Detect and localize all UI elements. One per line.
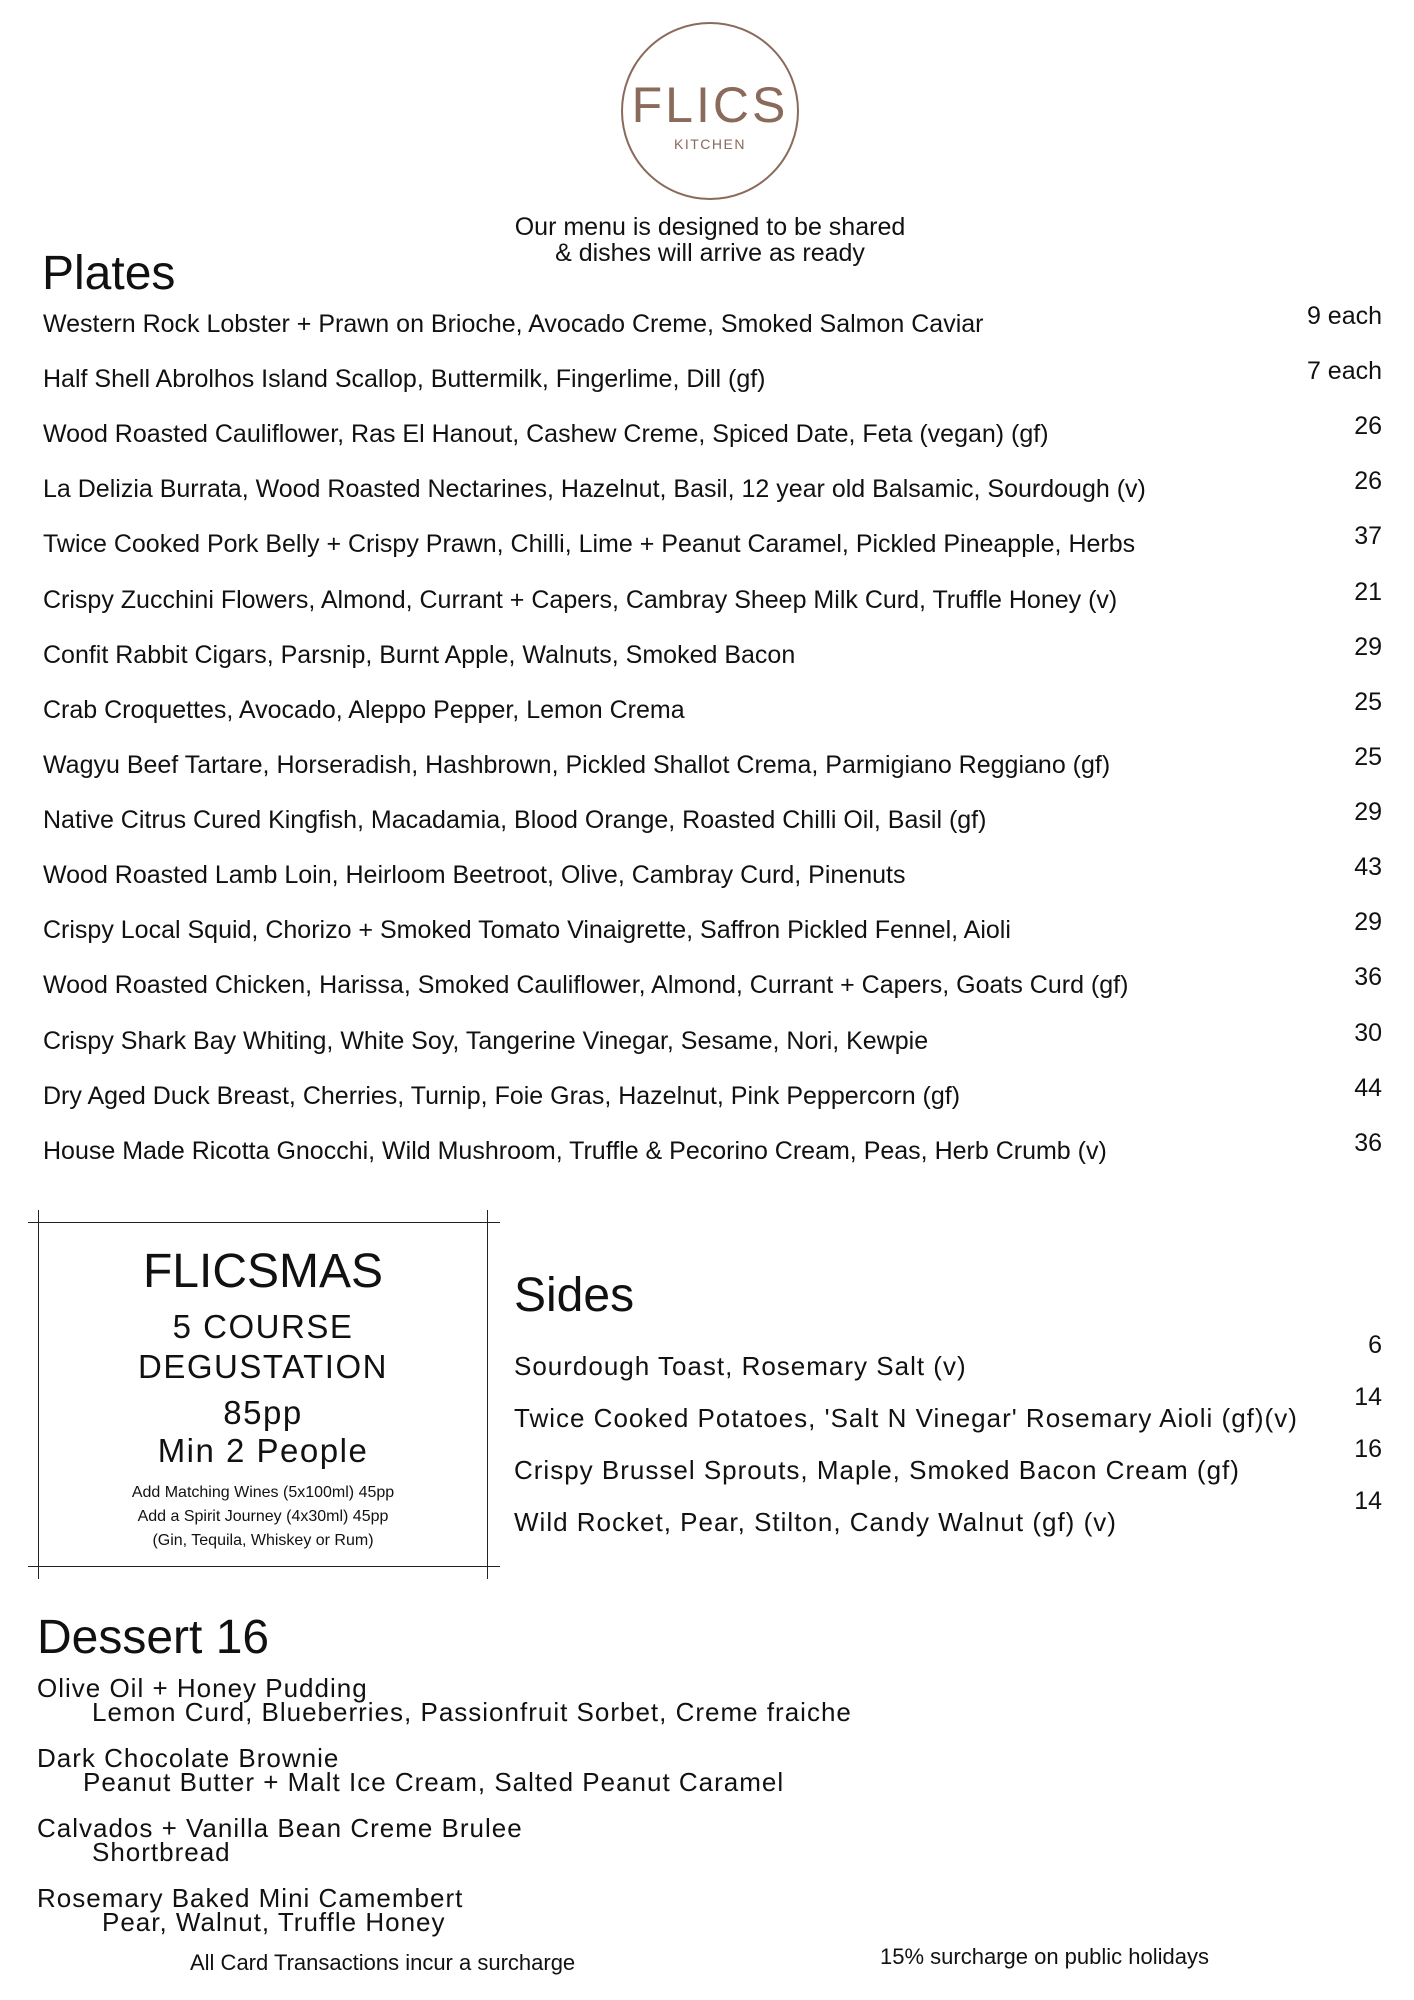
plate-dish: Wood Roasted Cauliflower, Ras El Hanout, Cashew Creme, Spiced Date, Feta (vegan) (gf): [43, 420, 1049, 448]
flicsmas-wines: Add Matching Wines (5x100ml) 45pp: [131, 1484, 395, 1501]
plate-dish: Dry Aged Duck Breast, Cherries, Turnip, Foie Gras, Hazelnut, Pink Peppercorn (gf): [43, 1082, 961, 1110]
side-dish: Wild Rocket, Pear, Stilton, Candy Walnut (gf) (v): [514, 1507, 1117, 1537]
dessert-name: Olive Oil + Honey Pudding: [37, 1673, 368, 1703]
flicsmas-degustation: DEGUSTATION: [138, 1348, 388, 1385]
dessert-item: [37, 1743, 937, 1797]
side-dish: Sourdough Toast, Rosemary Salt (v): [514, 1351, 967, 1381]
plate-dish: Half Shell Abrolhos Island Scallop, Buttermilk, Fingerlime, Dill (gf): [43, 365, 766, 393]
plate-dish: Wood Roasted Lamb Loin, Heirloom Beetroot, Olive, Cambray Curd, Pinenuts: [43, 861, 906, 889]
box-border-bottom: [28, 1566, 500, 1567]
dessert-desc: Lemon Curd, Blueberries, Passionfruit Sorbet, Creme fraiche: [92, 1697, 852, 1727]
plate-dish: Wood Roasted Chicken, Harissa, Smoked Cauliflower, Almond, Currant + Capers, Goats Curd (gf): [43, 971, 1129, 999]
plate-price: 25: [1354, 743, 1382, 771]
plate-item: [0, 633, 1414, 673]
plate-item: [0, 1074, 1414, 1114]
plate-price: 44: [1354, 1074, 1382, 1102]
side-item: [0, 1331, 1414, 1383]
box-border-top: [28, 1222, 500, 1223]
plate-item: [0, 798, 1414, 838]
plate-item: [0, 522, 1414, 562]
dessert-item: [37, 1883, 937, 1937]
plate-price: 36: [1354, 963, 1382, 991]
dessert-item: [37, 1673, 937, 1727]
plate-dish: Western Rock Lobster + Prawn on Brioche, Avocado Creme, Smoked Salmon Caviar: [43, 310, 984, 338]
intro-line-1: Our menu is designed to be shared: [514, 213, 906, 241]
plate-dish: Confit Rabbit Cigars, Parsnip, Burnt Apple, Walnuts, Smoked Bacon: [43, 641, 796, 669]
plate-dish: Native Citrus Cured Kingfish, Macadamia, Blood Orange, Roasted Chilli Oil, Basil (gf): [43, 806, 987, 834]
plate-dish: Crispy Local Squid, Chorizo + Smoked Tomato Vinaigrette, Saffron Pickled Fennel, Aioli: [43, 916, 1011, 944]
flicsmas-spirit: Add a Spirit Journey (4x30ml) 45pp: [137, 1508, 389, 1525]
plate-price: 43: [1354, 853, 1382, 881]
plate-price: 37: [1354, 522, 1382, 550]
side-price: 16: [1354, 1435, 1382, 1463]
side-price: 14: [1354, 1383, 1382, 1411]
flicsmas-course: 5 COURSE: [172, 1308, 354, 1345]
dessert-desc: Shortbread: [92, 1837, 231, 1867]
dessert-desc: Peanut Butter + Malt Ice Cream, Salted Peanut Caramel: [83, 1767, 785, 1797]
plate-price: 7 each: [1306, 357, 1382, 385]
flicsmas-min-people: Min 2 People: [157, 1432, 369, 1469]
plate-dish: House Made Ricotta Gnocchi, Wild Mushroom, Truffle & Pecorino Cream, Peas, Herb Crumb (v): [43, 1137, 1107, 1165]
flicsmas-title: FLICSMAS: [142, 1245, 384, 1298]
plate-item: [0, 1129, 1414, 1169]
plate-item: [0, 467, 1414, 507]
plate-dish: La Delizia Burrata, Wood Roasted Nectarines, Hazelnut, Basil, 12 year old Balsamic, Sourdough (v): [43, 475, 1146, 503]
plate-price: 21: [1354, 578, 1382, 606]
flicsmas-spirit-types: (Gin, Tequila, Whiskey or Rum): [152, 1532, 374, 1549]
sides-heading: Sides: [514, 1269, 635, 1322]
plate-item: [0, 357, 1414, 397]
plate-price: 25: [1354, 688, 1382, 716]
plate-price: 26: [1354, 467, 1382, 495]
dessert-name: Calvados + Vanilla Bean Creme Brulee: [37, 1813, 523, 1843]
dessert-item: [37, 1813, 937, 1867]
side-dish: Crispy Brussel Sprouts, Maple, Smoked Bacon Cream (gf): [514, 1455, 1240, 1485]
plate-price: 9 each: [1306, 302, 1382, 330]
plate-dish: Crispy Zucchini Flowers, Almond, Currant + Capers, Cambray Sheep Milk Curd, Truffle Honey (v): [43, 586, 1118, 614]
dessert-name: Dark Chocolate Brownie: [37, 1743, 340, 1773]
plate-item: [0, 963, 1414, 1003]
plate-price: 29: [1354, 633, 1382, 661]
plate-price: 26: [1354, 412, 1382, 440]
plate-item: [0, 578, 1414, 618]
side-item: [0, 1383, 1414, 1435]
side-price: 14: [1354, 1487, 1382, 1515]
plate-price: 29: [1354, 798, 1382, 826]
dessert-name: Rosemary Baked Mini Camembert: [37, 1883, 464, 1913]
plate-item: [0, 853, 1414, 893]
plate-item: [0, 1019, 1414, 1059]
card-surcharge-note: All Card Transactions incur a surcharge: [190, 1950, 576, 1975]
flicsmas-price: 85pp: [223, 1394, 303, 1431]
plate-item: [0, 743, 1414, 783]
logo-subtitle: KITCHEN: [674, 136, 746, 152]
plate-dish: Crispy Shark Bay Whiting, White Soy, Tangerine Vinegar, Sesame, Nori, Kewpie: [43, 1027, 929, 1055]
plate-price: 30: [1354, 1019, 1382, 1047]
intro-line-2: & dishes will arrive as ready: [555, 239, 865, 267]
dessert-heading: Dessert 16: [37, 1611, 270, 1664]
plate-dish: Crab Croquettes, Avocado, Aleppo Pepper, Lemon Crema: [43, 696, 685, 724]
plate-price: 36: [1354, 1129, 1382, 1157]
plate-item: [0, 412, 1414, 452]
side-price: 6: [1368, 1331, 1382, 1359]
side-dish: Twice Cooked Potatoes, 'Salt N Vinegar' Rosemary Aioli (gf)(v): [514, 1403, 1298, 1433]
side-item: [0, 1435, 1414, 1487]
plate-item: [0, 688, 1414, 728]
plate-item: [0, 908, 1414, 948]
dessert-desc: Pear, Walnut, Truffle Honey: [102, 1907, 446, 1937]
plate-dish: Wagyu Beef Tartare, Horseradish, Hashbrown, Pickled Shallot Crema, Parmigiano Reggiano (gf): [43, 751, 1111, 779]
menu-intro: [440, 214, 980, 266]
plate-price: 29: [1354, 908, 1382, 936]
logo-name: FLICS: [631, 77, 789, 133]
plate-item: [0, 302, 1414, 342]
plate-dish: Twice Cooked Pork Belly + Crispy Prawn, Chilli, Lime + Peanut Caramel, Pickled Pineapple, Herbs: [43, 530, 1136, 558]
logo: [621, 22, 799, 200]
plates-heading: Plates: [42, 247, 176, 300]
holiday-surcharge-note: 15% surcharge on public holidays: [880, 1944, 1209, 1969]
